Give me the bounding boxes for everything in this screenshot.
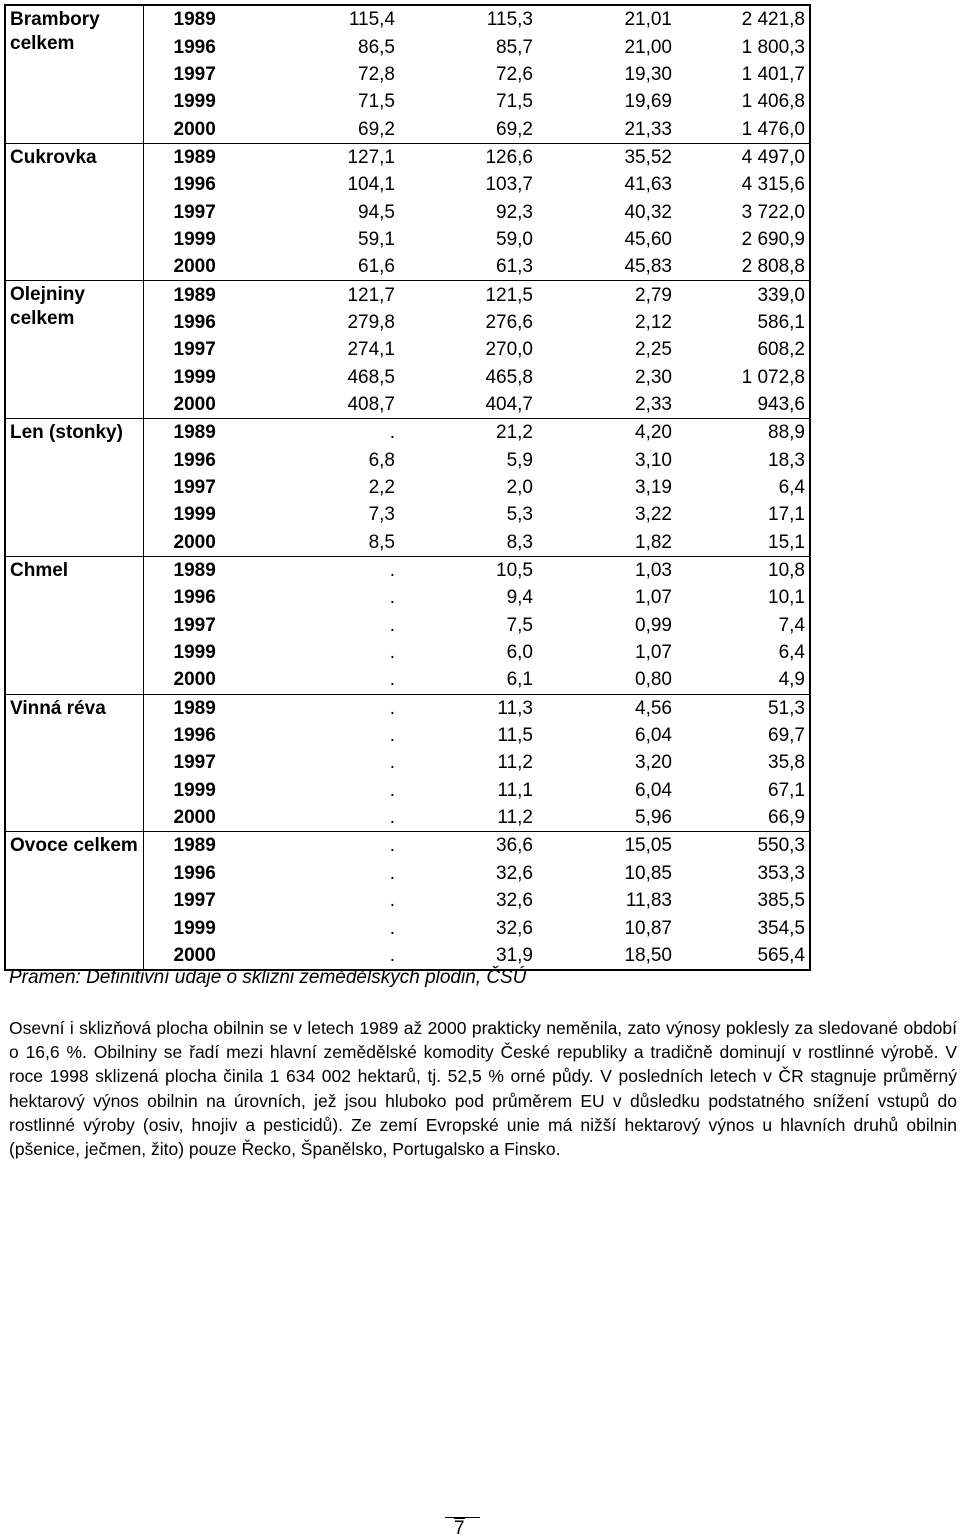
- value-cell: .: [389, 752, 395, 774]
- value-cell: 11,3: [399, 694, 537, 722]
- value-cell: 10,87: [624, 917, 672, 939]
- year-cell: 1997: [173, 201, 216, 223]
- value-cell: 1,07: [635, 587, 672, 609]
- crop-label: Len (stonky): [5, 419, 143, 557]
- year-cell: 1989: [143, 281, 233, 309]
- value-cell: 10,5: [399, 556, 537, 584]
- value-cell: 9,4: [506, 587, 533, 609]
- year-cell: 1999: [173, 228, 216, 250]
- value-cell: 586,1: [757, 311, 805, 333]
- value-cell: 71,5: [358, 91, 395, 113]
- value-cell: 1 072,8: [741, 366, 805, 388]
- value-cell: .: [233, 832, 399, 860]
- value-cell: 4 315,6: [741, 174, 805, 196]
- value-cell: 1,82: [635, 531, 672, 553]
- value-cell: 72,8: [358, 63, 395, 85]
- value-cell: 88,9: [676, 419, 810, 447]
- value-cell: 270,0: [485, 339, 533, 361]
- value-cell: 10,8: [676, 556, 810, 584]
- value-cell: 66,9: [768, 807, 805, 829]
- year-cell: 1997: [173, 614, 216, 636]
- value-cell: 32,6: [496, 917, 533, 939]
- value-cell: 7,3: [368, 504, 395, 526]
- value-cell: 276,6: [485, 311, 533, 333]
- table-row: [5, 281, 810, 309]
- year-cell: 2000: [173, 393, 216, 415]
- table-row: [5, 556, 810, 584]
- value-cell: 21,2: [399, 419, 537, 447]
- year-cell: 1997: [173, 339, 216, 361]
- value-cell: .: [389, 779, 395, 801]
- value-cell: 2,79: [537, 281, 676, 309]
- body-paragraph: Osevní i sklizňová plocha obilnin se v letech 1989 až 2000 prakticky neměnila, zato výnosy poklesly za sledované období o 16,6 %. Obilniny se řadí mezi hlavní zemědělské komodity České republiky a tradičně dominují v rostlinné výrobě. V roce 1998 sklizená plocha činila 1 634 002 hektarů, tj. 52,5 % orné půdy. V posledních letech v ČR stagnuje průměrný hektarový výnos obilnin na úrovních, jež jsou hluboko pod průměrem EU v důsledku podstatného snížení vstupů do rostlinné výroby (osiv, hnojiv a pesticidů). Ze zemí Evropské unie má nižší hektarový výnos u hlavních druhů obilnin (pšenice, ječmen, žito) pouze Řecko, Španělsko, Portugalsko a Finsko.: [9, 1018, 957, 1160]
- value-cell: 4,9: [778, 669, 805, 691]
- value-cell: 7,4: [778, 614, 805, 636]
- value-cell: 11,2: [497, 752, 533, 774]
- year-cell: 1999: [173, 779, 216, 801]
- value-cell: 11,83: [625, 890, 672, 912]
- value-cell: 2,0: [506, 477, 533, 499]
- value-cell: 6,4: [778, 642, 805, 664]
- value-cell: 115,3: [486, 9, 533, 31]
- value-cell: 8,5: [368, 531, 395, 553]
- year-cell: 1996: [173, 174, 216, 196]
- value-cell: .: [389, 807, 395, 829]
- value-cell: 565,4: [757, 944, 805, 966]
- value-cell: .: [389, 862, 395, 884]
- value-cell: 339,0: [676, 281, 810, 309]
- value-cell: 4,20: [537, 419, 676, 447]
- year-cell: 1989: [143, 143, 233, 171]
- table-row: [5, 419, 810, 447]
- value-cell: 3,22: [635, 504, 672, 526]
- year-cell: 1997: [173, 63, 216, 85]
- value-cell: 8,3: [506, 531, 533, 553]
- year-cell: 1989: [143, 556, 233, 584]
- value-cell: 61,6: [358, 256, 395, 278]
- value-cell: 404,7: [485, 393, 533, 415]
- value-cell: 1 406,8: [741, 91, 805, 113]
- value-cell: 3,20: [635, 752, 672, 774]
- value-cell: 10,85: [624, 862, 672, 884]
- value-cell: 121,7: [233, 281, 399, 309]
- value-cell: 19,30: [624, 63, 672, 85]
- value-cell: 59,0: [496, 228, 533, 250]
- value-cell: 45,60: [624, 228, 672, 250]
- value-cell: 67,1: [768, 779, 805, 801]
- value-cell: .: [389, 890, 395, 912]
- value-cell: 465,8: [485, 366, 533, 388]
- value-cell: 36,6: [399, 832, 537, 860]
- crop-label: Cukrovka: [5, 143, 143, 281]
- value-cell: 1,03: [537, 556, 676, 584]
- year-cell: 1997: [173, 752, 216, 774]
- year-cell: 1997: [173, 890, 216, 912]
- year-cell: 1999: [173, 642, 216, 664]
- page-number: 7: [454, 1518, 465, 1539]
- value-cell: 69,2: [358, 118, 395, 140]
- value-cell: 121,5: [399, 281, 537, 309]
- value-cell: 85,7: [496, 36, 533, 58]
- value-cell: 3,19: [635, 477, 672, 499]
- value-cell: 15,1: [768, 531, 805, 553]
- crop-label: Olejniny celkem: [5, 281, 143, 419]
- value-cell: 2 421,8: [741, 9, 805, 31]
- value-cell: 86,5: [358, 36, 395, 58]
- value-cell: 468,5: [347, 366, 395, 388]
- value-cell: 1 476,0: [741, 118, 805, 140]
- value-cell: .: [389, 944, 395, 966]
- value-cell: 126,6: [399, 143, 537, 171]
- value-cell: 51,3: [676, 694, 810, 722]
- value-cell: 4 497,0: [676, 143, 810, 171]
- value-cell: 6,04: [635, 725, 672, 747]
- crop-label: Chmel: [5, 556, 143, 694]
- value-cell: .: [389, 642, 395, 664]
- value-cell: 943,6: [757, 393, 805, 415]
- value-cell: 92,3: [496, 201, 533, 223]
- table-row: [5, 5, 810, 33]
- value-cell: 3,10: [635, 449, 672, 471]
- value-cell: 4,56: [537, 694, 676, 722]
- crop-statistics-table: [4, 4, 811, 971]
- value-cell: .: [389, 614, 395, 636]
- value-cell: 45,83: [624, 256, 672, 278]
- value-cell: 7,5: [506, 614, 533, 636]
- value-cell: 354,5: [757, 917, 805, 939]
- value-cell: 2,25: [635, 339, 672, 361]
- value-cell: 385,5: [757, 890, 805, 912]
- year-cell: 1996: [173, 36, 216, 58]
- value-cell: 18,3: [768, 449, 805, 471]
- value-cell: 6,4: [778, 477, 805, 499]
- value-cell: 5,96: [635, 807, 672, 829]
- year-cell: 1989: [143, 694, 233, 722]
- value-cell: 2,30: [635, 366, 672, 388]
- table-row: [5, 694, 810, 722]
- table-row: [5, 832, 810, 860]
- value-cell: 11,2: [497, 807, 533, 829]
- value-cell: 2,12: [635, 311, 672, 333]
- value-cell: .: [389, 725, 395, 747]
- year-cell: 1997: [173, 477, 216, 499]
- value-cell: 72,6: [496, 63, 533, 85]
- value-cell: .: [389, 917, 395, 939]
- value-cell: 35,8: [768, 752, 805, 774]
- value-cell: 1 800,3: [741, 36, 805, 58]
- year-cell: 2000: [173, 256, 216, 278]
- value-cell: 3 722,0: [741, 201, 805, 223]
- value-cell: 11,5: [497, 725, 533, 747]
- value-cell: 6,1: [506, 669, 533, 691]
- value-cell: 2,2: [368, 477, 395, 499]
- value-cell: 1 401,7: [741, 63, 805, 85]
- value-cell: 19,69: [624, 91, 672, 113]
- year-cell: 2000: [173, 531, 216, 553]
- value-cell: 35,52: [537, 143, 676, 171]
- value-cell: 0,80: [635, 669, 672, 691]
- year-cell: 1996: [173, 587, 216, 609]
- crop-label: Brambory celkem: [5, 5, 143, 143]
- value-cell: 17,1: [768, 504, 805, 526]
- value-cell: 40,32: [624, 201, 672, 223]
- year-cell: 2000: [173, 669, 216, 691]
- value-cell: 2,33: [635, 393, 672, 415]
- year-cell: 1999: [173, 91, 216, 113]
- value-cell: 6,04: [635, 779, 672, 801]
- value-cell: 608,2: [757, 339, 805, 361]
- value-cell: 21,00: [624, 36, 672, 58]
- year-cell: 2000: [173, 118, 216, 140]
- value-cell: 71,5: [496, 91, 533, 113]
- year-cell: 2000: [173, 807, 216, 829]
- value-cell: 408,7: [347, 393, 395, 415]
- value-cell: 69,7: [768, 725, 805, 747]
- crop-label: Ovoce celkem: [5, 832, 143, 970]
- year-cell: 1996: [173, 862, 216, 884]
- year-cell: 1999: [173, 917, 216, 939]
- value-cell: .: [233, 694, 399, 722]
- crop-label: Vinná réva: [5, 694, 143, 832]
- value-cell: 15,05: [537, 832, 676, 860]
- value-cell: 6,8: [368, 449, 395, 471]
- value-cell: 41,63: [624, 174, 672, 196]
- value-cell: .: [233, 556, 399, 584]
- value-cell: 104,1: [347, 174, 395, 196]
- year-cell: 1999: [173, 504, 216, 526]
- year-cell: 1996: [173, 449, 216, 471]
- value-cell: 11,1: [497, 779, 533, 801]
- year-cell: 1996: [173, 725, 216, 747]
- value-cell: 18,50: [624, 944, 672, 966]
- value-cell: 274,1: [347, 339, 395, 361]
- year-cell: 1989: [143, 832, 233, 860]
- year-cell: 1996: [173, 311, 216, 333]
- value-cell: 115,4: [348, 9, 395, 31]
- value-cell: 0,99: [635, 614, 672, 636]
- value-cell: 31,9: [496, 944, 533, 966]
- value-cell: 32,6: [496, 890, 533, 912]
- value-cell: 353,3: [757, 862, 805, 884]
- value-cell: 61,3: [496, 256, 533, 278]
- value-cell: 103,7: [485, 174, 533, 196]
- year-cell: 1989: [143, 419, 233, 447]
- value-cell: 127,1: [233, 143, 399, 171]
- value-cell: 21,01: [624, 9, 672, 31]
- value-cell: 10,1: [768, 587, 805, 609]
- value-cell: .: [389, 587, 395, 609]
- value-cell: 6,0: [506, 642, 533, 664]
- year-cell: 1999: [173, 366, 216, 388]
- value-cell: 1,07: [635, 642, 672, 664]
- value-cell: 32,6: [496, 862, 533, 884]
- year-cell: 1989: [173, 9, 216, 31]
- value-cell: 59,1: [358, 228, 395, 250]
- value-cell: 5,3: [506, 504, 533, 526]
- value-cell: 69,2: [496, 118, 533, 140]
- value-cell: .: [233, 419, 399, 447]
- table-row: [5, 143, 810, 171]
- value-cell: 550,3: [676, 832, 810, 860]
- value-cell: 21,33: [624, 118, 672, 140]
- value-cell: 94,5: [358, 201, 395, 223]
- value-cell: 2 690,9: [741, 228, 805, 250]
- value-cell: 279,8: [347, 311, 395, 333]
- value-cell: 2 808,8: [741, 256, 805, 278]
- value-cell: 5,9: [506, 449, 533, 471]
- source-note: Pramen: Definitivní údaje o sklizni zemědělských plodin, ČSÚ: [9, 967, 527, 988]
- value-cell: .: [389, 669, 395, 691]
- year-cell: 2000: [173, 944, 216, 966]
